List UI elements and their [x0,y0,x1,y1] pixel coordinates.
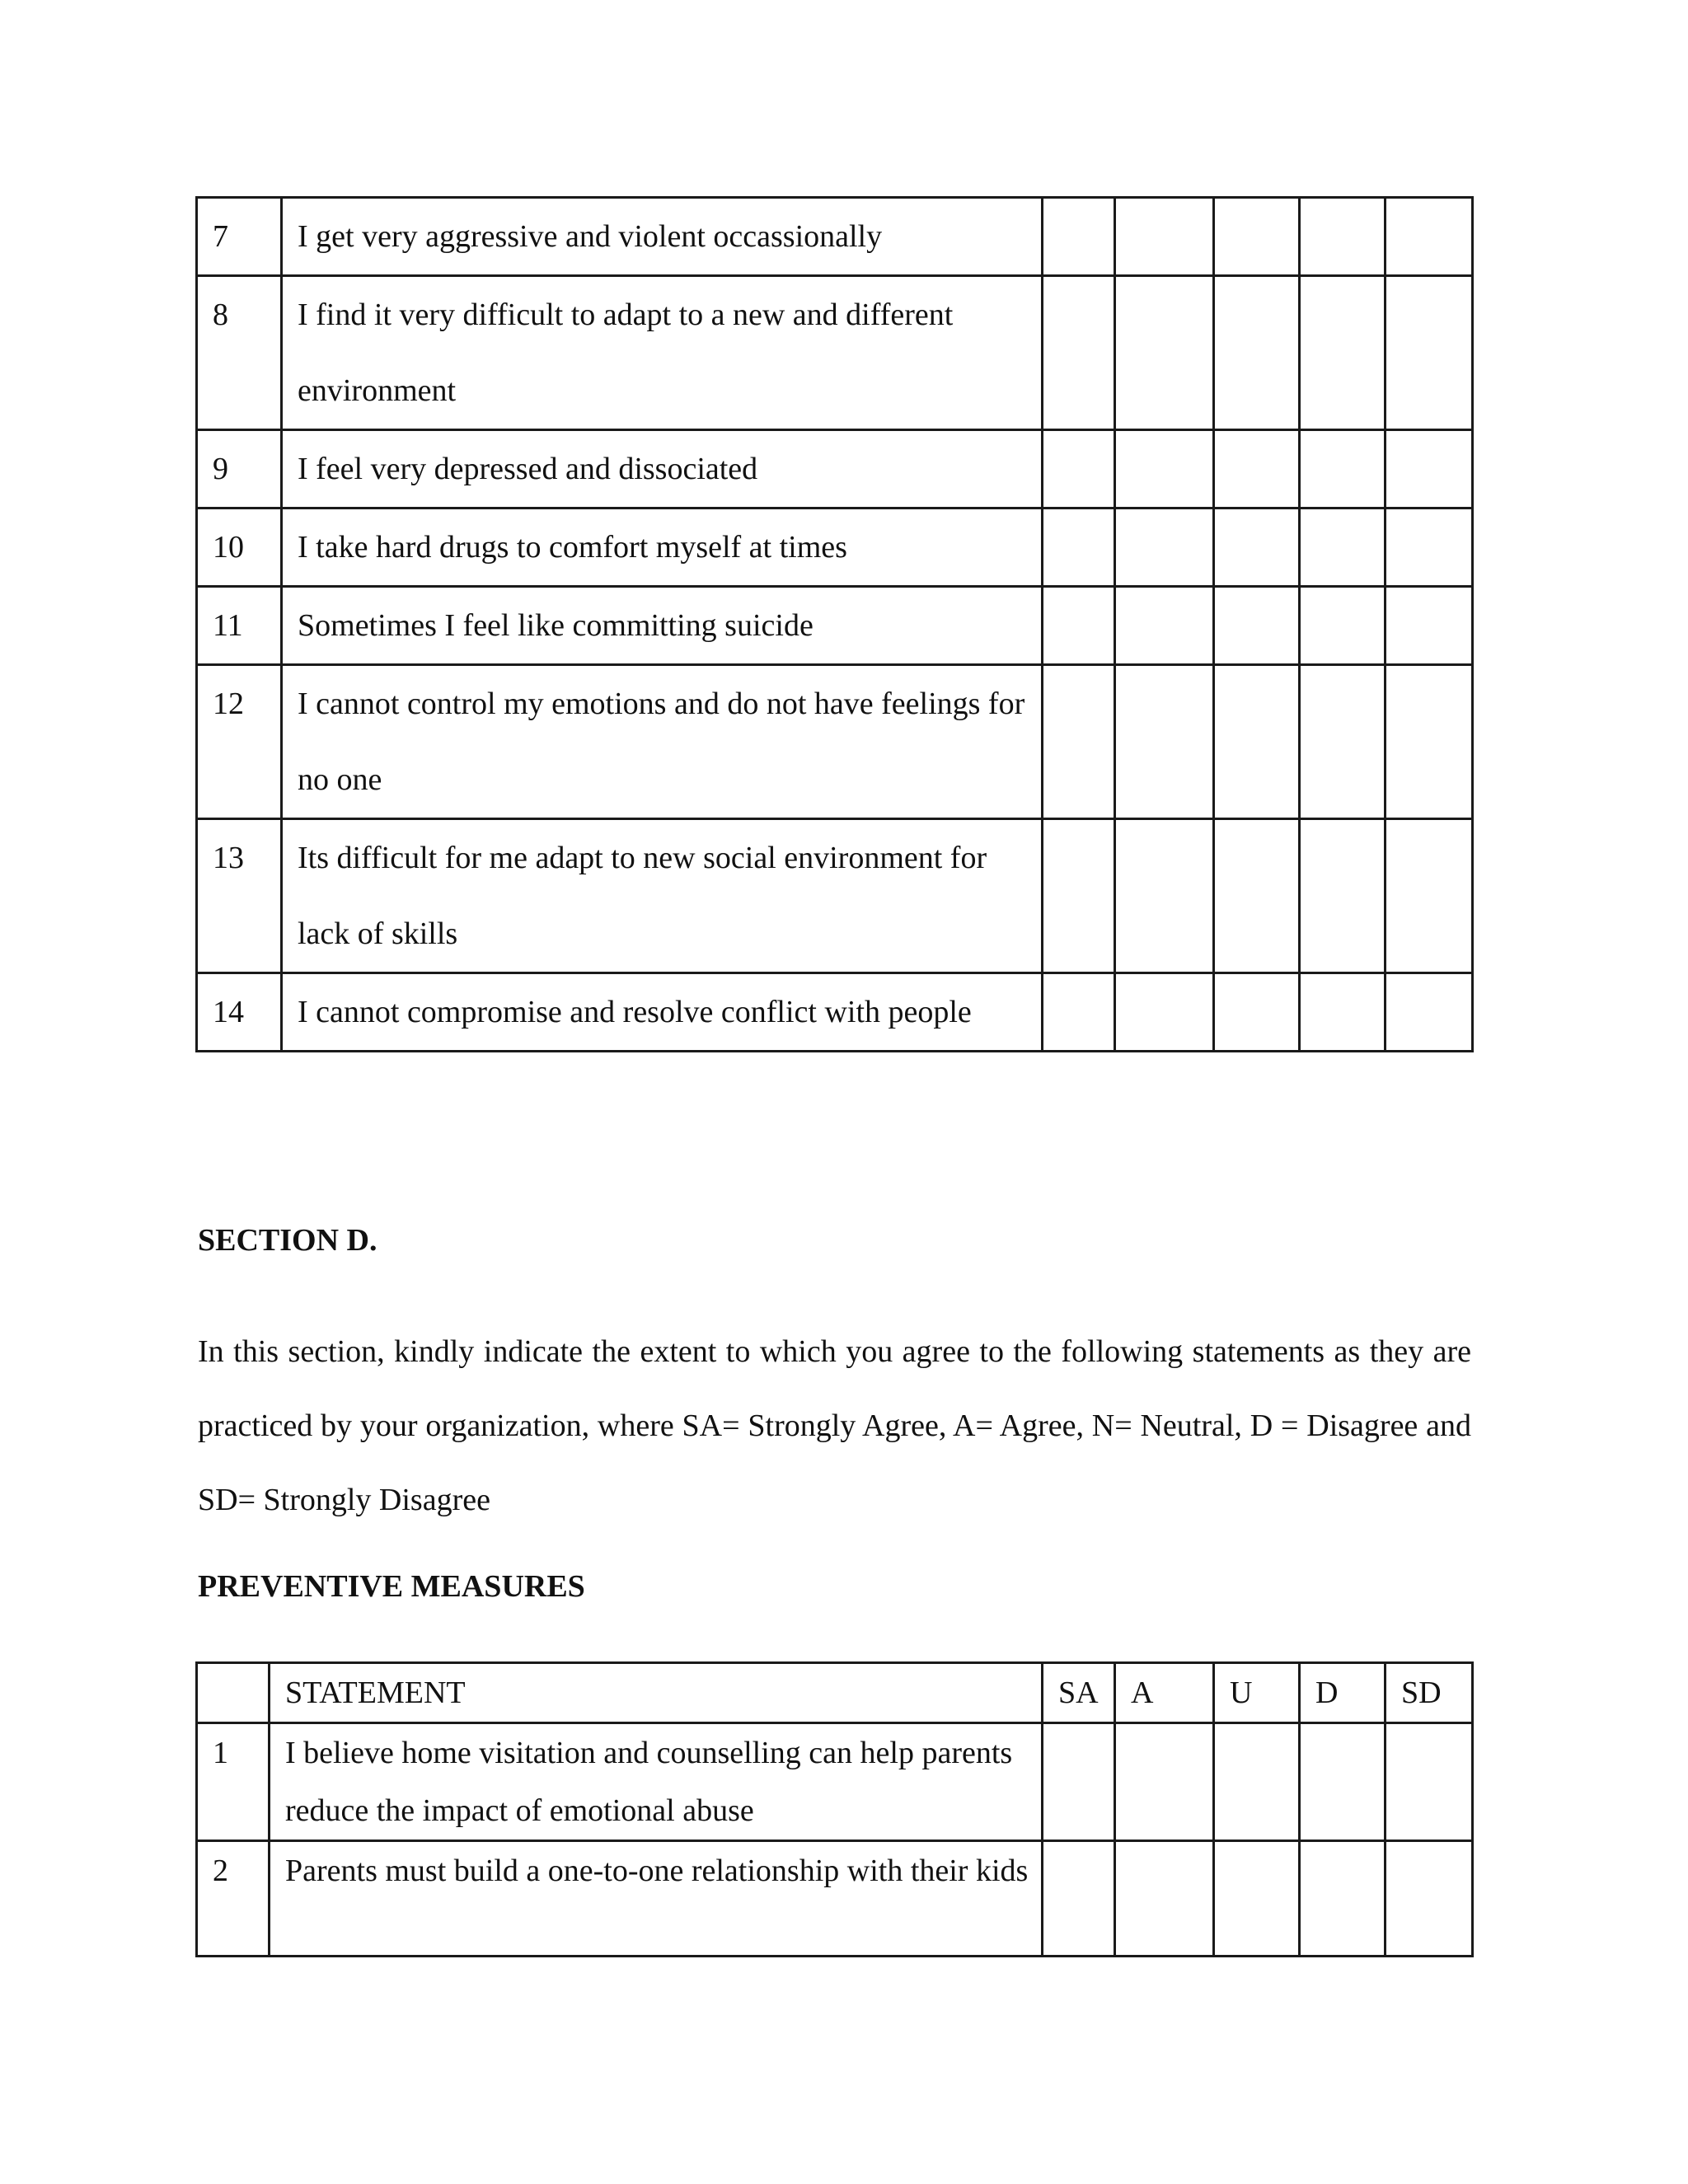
table-header-row [197,1663,1473,1723]
rating-cell-sa[interactable] [1043,973,1115,1052]
rating-cell-d[interactable] [1300,665,1386,819]
rating-cell-sd[interactable] [1386,509,1473,587]
rating-cell-a[interactable] [1115,1723,1214,1841]
rating-cell-a[interactable] [1115,276,1214,430]
rating-cell-u[interactable] [1214,198,1300,276]
row-number: 13 [197,819,282,973]
rating-cell-a[interactable] [1115,587,1214,665]
rating-cell-sd[interactable] [1386,1841,1473,1957]
statement-text: I get very aggressive and violent occassionally [282,198,1043,276]
table-row [197,276,1473,430]
rating-cell-sa[interactable] [1043,587,1115,665]
rating-cell-u[interactable] [1214,819,1300,973]
statement-text: Parents must build a one-to-one relationship with their kids [270,1841,1043,1957]
rating-cell-sa[interactable] [1043,509,1115,587]
table-row [197,587,1473,665]
rating-cell-sa[interactable] [1043,1841,1115,1957]
rating-cell-sa[interactable] [1043,819,1115,973]
rating-cell-u[interactable] [1214,1723,1300,1841]
rating-cell-d[interactable] [1300,509,1386,587]
rating-cell-a[interactable] [1115,430,1214,509]
statement-text: Its difficult for me adapt to new social environment for lack of skills [282,819,1043,973]
rating-cell-sa[interactable] [1043,430,1115,509]
header-sd: SD [1386,1663,1473,1723]
table-row [197,1841,1473,1957]
subsection-heading: PREVENTIVE MEASURES [198,1569,585,1604]
rating-cell-d[interactable] [1300,819,1386,973]
rating-cell-sd[interactable] [1386,276,1473,430]
rating-cell-u[interactable] [1214,276,1300,430]
rating-cell-a[interactable] [1115,198,1214,276]
rating-cell-d[interactable] [1300,973,1386,1052]
rating-cell-a[interactable] [1115,819,1214,973]
rating-cell-sd[interactable] [1386,819,1473,973]
header-statement: STATEMENT [270,1663,1043,1723]
statement-text: I cannot compromise and resolve conflict with people [282,973,1043,1052]
rating-cell-u[interactable] [1214,509,1300,587]
section-heading: SECTION D. [198,1223,377,1258]
rating-cell-a[interactable] [1115,665,1214,819]
rating-cell-d[interactable] [1300,1841,1386,1957]
rating-cell-sa[interactable] [1043,198,1115,276]
header-sa: SA [1043,1663,1115,1723]
rating-cell-a[interactable] [1115,509,1214,587]
header-number [197,1663,270,1723]
section-instructions: In this section, kindly indicate the extent to which you agree to the following statements as they are practiced by your organization, where SA= Strongly Agree, A= Agree, N= Neutral, D = Disagree and SD= Strongly Disagree [198,1334,1471,1517]
rating-cell-d[interactable] [1300,1723,1386,1841]
statement-text: I believe home visitation and counselling can help parents reduce the impact of emotional abuse [270,1723,1043,1841]
preventive-measures-table [195,1661,1474,1957]
rating-cell-sd[interactable] [1386,430,1473,509]
rating-cell-d[interactable] [1300,198,1386,276]
rating-cell-sd[interactable] [1386,1723,1473,1841]
row-number: 9 [197,430,282,509]
rating-cell-sa[interactable] [1043,1723,1115,1841]
header-a: A [1115,1663,1214,1723]
table-row [197,509,1473,587]
rating-cell-sa[interactable] [1043,276,1115,430]
rating-cell-d[interactable] [1300,430,1386,509]
row-number: 7 [197,198,282,276]
row-number: 14 [197,973,282,1052]
rating-cell-sd[interactable] [1386,587,1473,665]
row-number: 8 [197,276,282,430]
rating-cell-sa[interactable] [1043,665,1115,819]
row-number: 1 [197,1723,270,1841]
statement-text: I cannot control my emotions and do not have feelings for no one [282,665,1043,819]
rating-cell-a[interactable] [1115,973,1214,1052]
header-u: U [1214,1663,1300,1723]
row-number: 2 [197,1841,270,1957]
header-d: D [1300,1663,1386,1723]
rating-cell-a[interactable] [1115,1841,1214,1957]
questionnaire-table-continued [195,196,1474,1052]
statement-text: I take hard drugs to comfort myself at times [282,509,1043,587]
statement-text: Sometimes I feel like committing suicide [282,587,1043,665]
rating-cell-u[interactable] [1214,665,1300,819]
rating-cell-u[interactable] [1214,587,1300,665]
rating-cell-u[interactable] [1214,430,1300,509]
rating-cell-u[interactable] [1214,1841,1300,1957]
rating-cell-sd[interactable] [1386,973,1473,1052]
row-number: 12 [197,665,282,819]
rating-cell-u[interactable] [1214,973,1300,1052]
table-row [197,819,1473,973]
table-row [197,198,1473,276]
table-row [197,1723,1473,1841]
table-row [197,430,1473,509]
rating-cell-d[interactable] [1300,587,1386,665]
table-row [197,665,1473,819]
table-row [197,973,1473,1052]
statement-text: I feel very depressed and dissociated [282,430,1043,509]
statement-text: I find it very difficult to adapt to a new and different environment [282,276,1043,430]
rating-cell-d[interactable] [1300,276,1386,430]
row-number: 10 [197,509,282,587]
rating-cell-sd[interactable] [1386,665,1473,819]
rating-cell-sd[interactable] [1386,198,1473,276]
row-number: 11 [197,587,282,665]
